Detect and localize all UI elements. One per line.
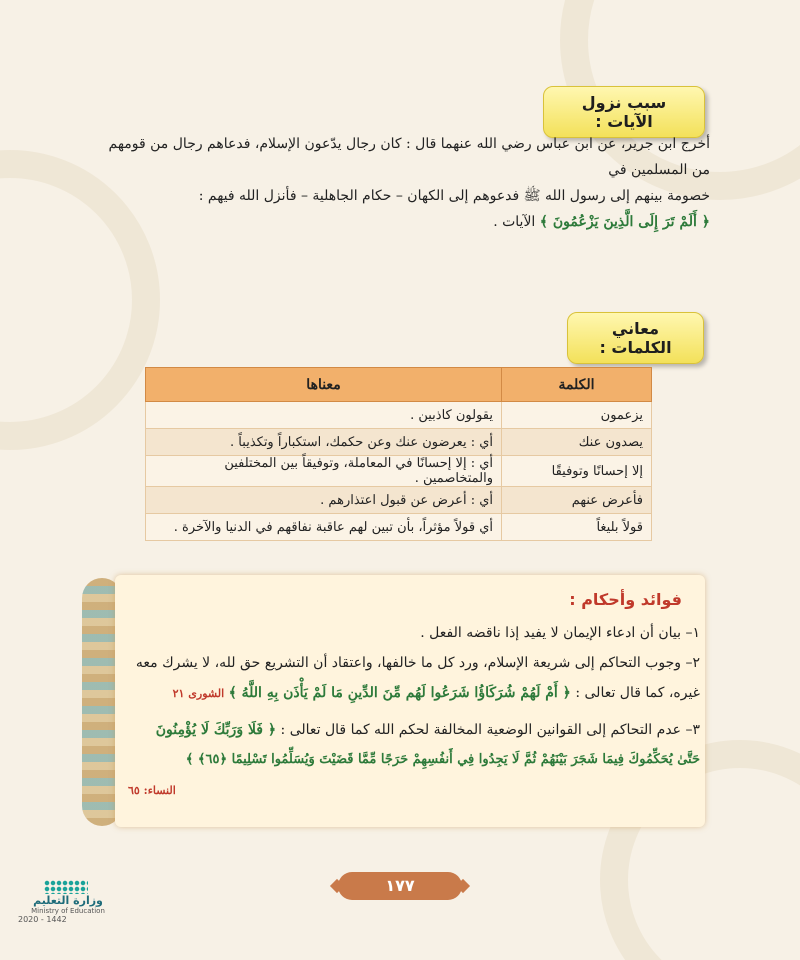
table-cell-meaning: يقولون كاذبين . bbox=[146, 402, 502, 429]
revelation-line-2: خصومة بينهم إلى رسول الله ﷺ فدعوهم إلى الكهان – حكام الجاهلية – فأنزل الله فيهم : bbox=[198, 188, 710, 204]
table-cell-meaning: أي : يعرضون عنك وعن حكمك، استكباراً وتكذيباً . bbox=[146, 429, 502, 456]
table-cell-word: إلا إحسانًا وتوفيقًا bbox=[502, 456, 652, 487]
table-header-meaning: معناها bbox=[146, 368, 502, 402]
benefit-item-3-ref: النساء: ٦٥ bbox=[128, 784, 176, 797]
table-cell-word: يصدون عنك bbox=[502, 429, 652, 456]
table-header-row bbox=[146, 368, 652, 402]
logo-arabic: وزارة التعليم bbox=[33, 894, 103, 907]
table-cell-meaning: أي : إلا إحسانًا في المعاملة، وتوفيقاً بين المختلفين والمتخاصمين . bbox=[146, 456, 502, 487]
benefit-item-3-intro: ٣– عدم التحاكم إلى القوانين الوضعية المخالفة لحكم الله كما قال تعالى : bbox=[280, 722, 700, 738]
table-cell-word: قولاً بليغاً bbox=[502, 514, 652, 541]
table-cell-meaning: أي : أعرض عن قبول اعتذارهم . bbox=[146, 487, 502, 514]
section-title-meanings: معاني الكلمات : bbox=[567, 312, 704, 364]
benefit-item-2-line-1: ٢– وجوب التحاكم إلى شريعة الإسلام، ورد كل ما خالفها، واعتقاد أن التشريع حق لله، لا يشرك معه bbox=[135, 655, 700, 671]
page-number: ١٧٧ bbox=[338, 872, 462, 900]
table-header-word: الكلمة bbox=[502, 368, 652, 402]
benefit-item-2-line-2 bbox=[128, 678, 700, 709]
benefit-item-3-verse-a: ﴿ فَلَا وَرَبِّكَ لَا يُؤْمِنُونَ bbox=[155, 722, 277, 738]
table-row bbox=[146, 429, 652, 456]
benefit-item-2-intro: غيره، كما قال تعالى : bbox=[575, 685, 700, 701]
benefit-item-3-verse-b: حَتَّىٰ يُحَكِّمُوكَ فِيمَا شَجَرَ بَيْنَهُمْ ثُمَّ لَا يَجِدُوا فِي أَنفُسِهِمْ حَرَجًا مِّمَّا قَضَيْتَ وَيُسَلِّمُوا تَسْلِيمًا ﴿٦٥﴾ ﴾ bbox=[185, 752, 700, 767]
benefit-item-3-ref-line bbox=[128, 775, 700, 806]
revelation-paragraph bbox=[90, 131, 710, 235]
revelation-verse-line bbox=[90, 209, 710, 235]
table-row bbox=[146, 456, 652, 487]
revelation-line-1: أخرج ابن جرير، عن ابن عباس رضي الله عنهما قال : كان رجال يدّعون الإسلام، فدعاهم رجال من قومهم من المسلمين في bbox=[108, 136, 710, 178]
table-row bbox=[146, 487, 652, 514]
benefit-item-3-line-1 bbox=[128, 715, 700, 745]
logo-dots-icon bbox=[44, 880, 88, 894]
revelation-verse: ﴿ أَلَمْ تَرَ إِلَى الَّذِينَ يَزْعُمُونَ ﴾ bbox=[539, 214, 710, 230]
table-row bbox=[146, 402, 652, 429]
ministry-logo bbox=[18, 880, 118, 940]
meanings-table bbox=[145, 367, 652, 541]
benefit-item-1: ١– بيان أن ادعاء الإيمان لا يفيد إذا ناقضه الفعل . bbox=[420, 625, 700, 641]
benefits-content bbox=[128, 618, 700, 806]
logo-year: 2020 - 1442 bbox=[18, 915, 67, 924]
logo-english: Ministry of Education bbox=[31, 907, 105, 915]
table-cell-word: يزعمون bbox=[502, 402, 652, 429]
table-cell-word: فأعرض عنهم bbox=[502, 487, 652, 514]
revelation-verse-suffix: الآيات . bbox=[493, 214, 536, 230]
benefit-item-2-verse: ﴿ أَمْ لَهُمْ شُرَكَاؤُا شَرَعُوا لَهُم مِّنَ الدِّينِ مَا لَمْ يَأْذَن بِهِ اللَّهُ ﴾ bbox=[228, 685, 571, 701]
section-title-revelation: سبب نزول الآيات : bbox=[543, 86, 705, 138]
table-cell-meaning: أي قولاً مؤثراً، بأن تبين لهم عاقبة نفاقهم في الدنيا والآخرة . bbox=[146, 514, 502, 541]
table-row bbox=[146, 514, 652, 541]
section-title-benefits: فوائد وأحكام : bbox=[569, 590, 682, 609]
benefit-item-2-ref: الشورى ٢١ bbox=[172, 687, 225, 700]
